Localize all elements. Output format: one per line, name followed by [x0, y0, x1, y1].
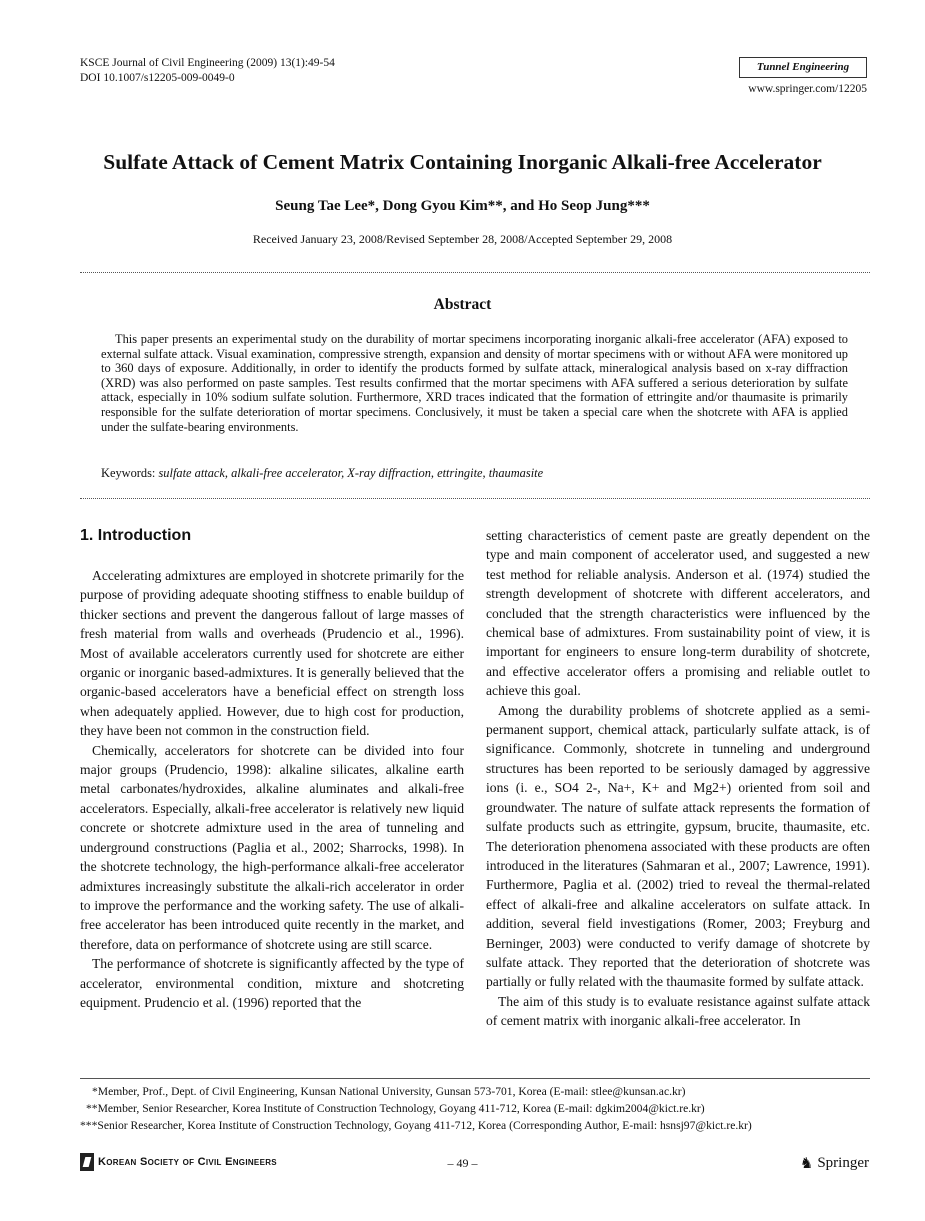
- left-column: [80, 566, 464, 1012]
- keywords-label: Keywords:: [101, 466, 156, 480]
- paper-title: Sulfate Attack of Cement Matrix Containing Inorganic Alkali-free Accelerator: [103, 150, 822, 174]
- paragraph: Accelerating admixtures are employed in shotcrete primarily for the purpose of providing adequate shooting stiffness to enable buildup of thicker sections and prevent the dangerous fallout of large masses of fresh material from walls and overheads (Prudencio et al., 1996). Most of available accelerators currently used for shotcrete are either organic or inorganic based-admixtures. It is generally believed that the organic-based accelerators have a beneficial effect on strength loss when adequately applied. However, due to high cost for production, they have been not common in the construction field.: [80, 568, 464, 739]
- footnote: **Member, Senior Researcher, Korea Institute of Construction Technology, Goyang 411-712, Korea (E-mail: dgkim2004@kict.re.kr): [86, 1102, 705, 1115]
- section-badge: Tunnel Engineering: [739, 57, 867, 78]
- journal-url[interactable]: www.springer.com/12205: [748, 83, 867, 95]
- doi[interactable]: DOI 10.1007/s12205-009-0049-0: [80, 72, 235, 84]
- journal-citation: KSCE Journal of Civil Engineering (2009) 13(1):49-54: [80, 57, 335, 69]
- abstract-text: This paper presents an experimental study on the durability of mortar specimens incorporating inorganic alkali-free accelerator (AFA) exposed to external sulfate attack. Visual examination, compressive strength, expansion and density of mortar specimens with or without AFA were monitored up to 360 days of exposure. Additionally, in order to identify the products formed by sulfate attack, mineralogical analysis based on x-ray diffraction (XRD) was also performed on paste samples. Test results confirmed that the mortar specimens with AFA suffered a serious deterioration by sulfate attack, especially in 10% sodium sulfate solution. Furthermore, XRD traces indicated that the formation of ettringite and/or thaumasite is primarily responsible for the sulfate deterioration of mortar specimens. Conclusively, it must be taken a special care when the shotcrete with AFA is applied under the sulfate-bearing environments.: [101, 332, 848, 434]
- paragraph: The aim of this study is to evaluate resistance against sulfate attack of cement matrix with inorganic alkali-free accelerator. In: [486, 993, 870, 1029]
- right-column: [486, 526, 870, 1031]
- keywords: [101, 466, 543, 481]
- society-name: Korean Society of Civil Engineers: [98, 1156, 277, 1168]
- footnote: *Member, Prof., Dept. of Civil Engineering, Kunsan National University, Gunsan 573-701, Korea (E-mail: stlee@kunsan.ac.kr): [92, 1085, 686, 1098]
- paragraph: The performance of shotcrete is significantly affected by the type of accelerator, environmental condition, mixture and shotcreting equipment. Prudencio et al. (1996) reported that the: [80, 956, 464, 1010]
- footnote: ***Senior Researcher, Korea Institute of Construction Technology, Goyang 411-712, Korea (Corresponding Author, E-mail: hsnsj97@kict.re.kr): [80, 1119, 752, 1132]
- publisher-name: Springer: [817, 1155, 869, 1171]
- springer-horse-icon: ♞: [799, 1156, 814, 1172]
- abstract-heading: Abstract: [433, 296, 492, 313]
- footnote-rule: [80, 1078, 870, 1079]
- keywords-list: sulfate attack, alkali-free accelerator, X-ray diffraction, ettringite, thaumasite: [158, 466, 544, 480]
- paragraph: setting characteristics of cement paste are greatly dependent on the type and main component of accelerator used, and suggested a new test method for reliable analysis. Anderson et al. (1974) studied the strength development of shotcrete with different accelerators, and concluded that the strength characteristics were influenced by the chemical base of admixtures. From sustainability point of view, it is important for engineers to ensure long-term durability of shotcrete, and effective accelerator offers a promising and reliable outlet to achieve this goal.: [486, 528, 870, 699]
- paragraph: Among the durability problems of shotcrete applied as a semi-permanent support, chemical attack, particularly sulfate attack, is of significance. Commonly, shotcrete in tunneling and underground structures has been reported to be seriously damaged by aggressive ions (i. e., SO4 2-, Na+, K+ and Mg2+) oriented from soil and groundwater. The nature of sulfate attack represents the formation of sulfate products such as ettringite, gypsum, brucite, thaumasite, etc. The deterioration phenomena associated with these products are often introduced in the literatures (Sahmaran et al., 2007; Lawrence, 1991). Furthermore, Paglia et al. (2002) tried to reveal the thermal-related effect of alkali-free and alkaline accelerators on sulfate attack. In addition, several field investigations (Romer, 2003; Freyburg and Berninger, 2003) were conducted to verify damage of shotcrete by sulfate attack. They reported that the deterioration of shotcrete was partially or fully related with the thaumasite formed by sulfate attack.: [486, 702, 870, 990]
- divider-top: [80, 272, 870, 273]
- paragraph: Chemically, accelerators for shotcrete can be divided into four major groups (Prudencio, 1998): alkaline silicates, alkaline earth metal carbonates/hydroxides, alkaline aluminates and alkali-free accelerators. Especially, alkali-free accelerator is relatively new liquid concrete or shotcrete admixture used in the area of tunneling and underground constructions (Paglia et al., 2002; Sharrocks, 1998). In the shotcrete technology, the high-performance alkali-free accelerator admixtures increasingly substitute the alkali-rich accelerator in order to improve the performance and the working safety. The use of alkali-free accelerator has been introduced quite recently in the market, and therefore, data on performance of shotcrete using are still scarce.: [80, 742, 464, 952]
- divider-bottom: [80, 498, 870, 499]
- publisher-logo: [800, 1154, 869, 1173]
- authors: Seung Tae Lee*, Dong Gyou Kim**, and Ho Seop Jung***: [275, 198, 650, 214]
- received-dates: Received January 23, 2008/Revised September 28, 2008/Accepted September 29, 2008: [252, 232, 673, 246]
- page-number: – 49 –: [447, 1156, 478, 1170]
- section-heading-introduction: 1. Introduction: [80, 527, 192, 544]
